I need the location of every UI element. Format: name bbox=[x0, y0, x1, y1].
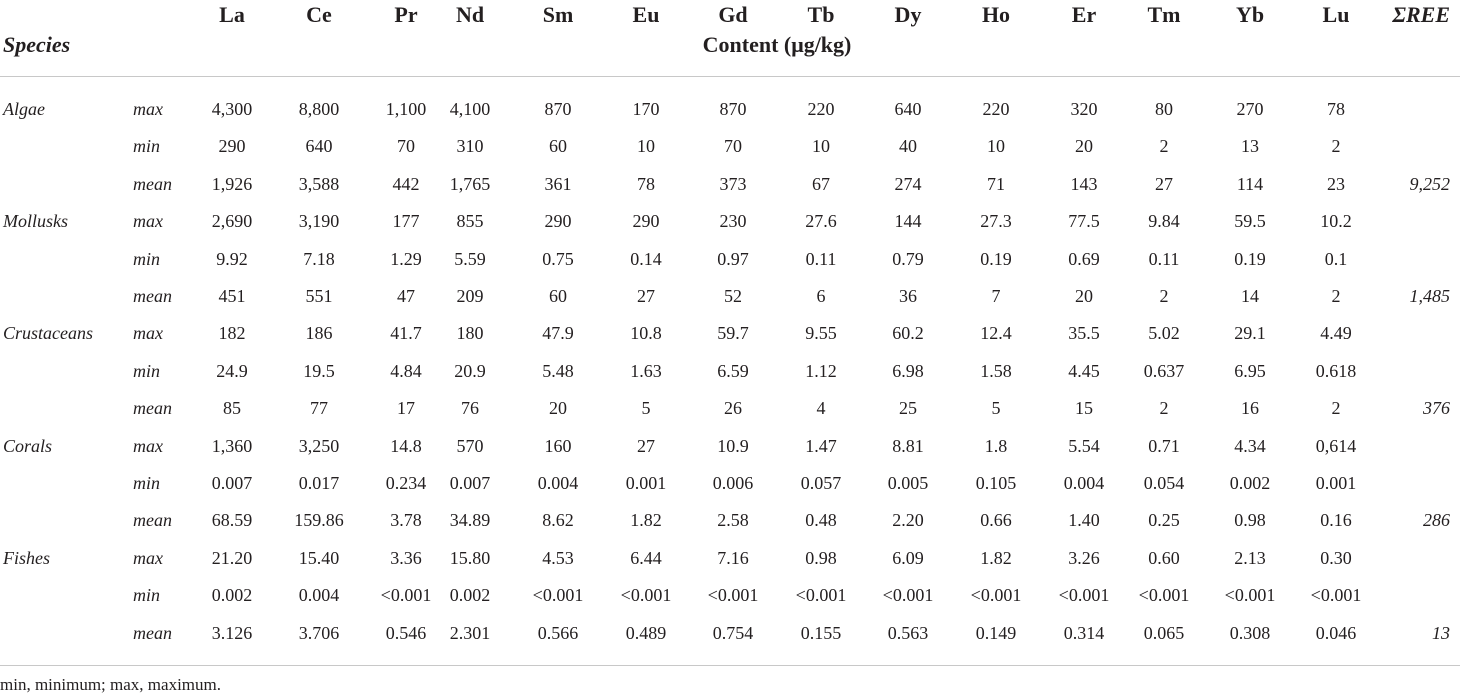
value-cell-yb: 270 bbox=[1236, 99, 1264, 119]
value-cell-eu: 78 bbox=[637, 173, 655, 194]
value-cell-nd: 310 bbox=[456, 136, 484, 157]
stat-label: min bbox=[133, 136, 160, 157]
species-label: Algae bbox=[3, 99, 45, 119]
value-cell-dy: 36 bbox=[899, 286, 917, 306]
value-cell-tm: 0.71 bbox=[1148, 435, 1180, 456]
value-cell-ho: 0.19 bbox=[980, 248, 1012, 269]
value-cell-ce: 3,250 bbox=[298, 435, 340, 456]
sum-ree-cell: 376 bbox=[1423, 398, 1450, 419]
value-cell-ce: 0.017 bbox=[298, 473, 340, 493]
value-cell-la: 21.20 bbox=[211, 547, 253, 568]
value-cell-la: 68.59 bbox=[211, 510, 253, 531]
value-cell-pr: 442 bbox=[392, 173, 420, 194]
value-cell-sm: 160 bbox=[544, 435, 572, 456]
value-cell-pr: 3.36 bbox=[390, 547, 422, 568]
value-cell-gd: 10.9 bbox=[717, 435, 749, 456]
sum-ree-cell: 13 bbox=[1432, 622, 1450, 643]
value-cell-sm: 0.566 bbox=[537, 622, 579, 643]
value-cell-pr: 0.234 bbox=[385, 473, 427, 493]
value-cell-ce: 3,190 bbox=[298, 211, 340, 232]
element-header-yb: Yb bbox=[1235, 2, 1265, 27]
value-cell-tb: 9.55 bbox=[805, 323, 837, 344]
value-cell-ce: 8,800 bbox=[298, 99, 340, 119]
value-cell-la: 9.92 bbox=[216, 248, 248, 269]
value-cell-tm: 0.25 bbox=[1148, 510, 1180, 531]
element-header-pr: Pr bbox=[394, 2, 418, 27]
value-cell-nd: 20.9 bbox=[454, 360, 486, 381]
value-cell-ce: 0.004 bbox=[298, 585, 340, 606]
value-cell-lu: 4.49 bbox=[1320, 323, 1352, 344]
value-cell-gd: 2.58 bbox=[717, 510, 749, 531]
value-cell-tb: 6 bbox=[816, 286, 826, 306]
value-cell-tm: 2 bbox=[1159, 136, 1169, 157]
value-cell-la: 2,690 bbox=[211, 211, 253, 232]
species-label: Corals bbox=[3, 435, 53, 456]
value-cell-pr: 1.29 bbox=[390, 248, 422, 269]
value-cell-sm: 4.53 bbox=[542, 547, 574, 568]
value-cell-sm: 60 bbox=[549, 136, 567, 157]
species-column-header: Species bbox=[3, 32, 71, 57]
value-cell-eu: 5 bbox=[641, 398, 651, 419]
stat-label: mean bbox=[133, 398, 172, 419]
stat-label: mean bbox=[133, 286, 172, 306]
value-cell-lu: 0.16 bbox=[1320, 510, 1352, 531]
value-cell-ho: 0.66 bbox=[980, 510, 1012, 531]
element-header-ho: Ho bbox=[981, 2, 1011, 27]
value-cell-yb: 0.002 bbox=[1229, 473, 1271, 493]
value-cell-pr: 70 bbox=[397, 136, 415, 157]
value-cell-ce: 640 bbox=[305, 136, 333, 157]
stat-label: min bbox=[133, 585, 160, 606]
value-cell-er: 20 bbox=[1075, 136, 1093, 157]
stat-label: mean bbox=[133, 510, 172, 531]
value-cell-ho: 220 bbox=[982, 99, 1010, 119]
value-cell-tb: 67 bbox=[812, 173, 830, 194]
value-cell-nd: 180 bbox=[456, 323, 484, 344]
value-cell-tm: 5.02 bbox=[1148, 323, 1180, 344]
value-cell-ho: 12.4 bbox=[980, 323, 1012, 344]
value-cell-dy: 6.09 bbox=[892, 547, 924, 568]
value-cell-yb: 13 bbox=[1241, 136, 1259, 157]
value-cell-dy: 0.563 bbox=[887, 622, 929, 643]
value-cell-ho: 1.8 bbox=[984, 435, 1008, 456]
value-cell-ce: 15.40 bbox=[298, 547, 340, 568]
value-cell-nd: 76 bbox=[461, 398, 479, 419]
value-cell-sm: 47.9 bbox=[542, 323, 574, 344]
value-cell-gd: 59.7 bbox=[717, 323, 749, 344]
value-cell-la: 85 bbox=[223, 398, 241, 419]
stat-label: mean bbox=[133, 622, 172, 643]
value-cell-dy: 8.81 bbox=[892, 435, 924, 456]
header-rule bbox=[0, 76, 1460, 77]
value-cell-gd: 870 bbox=[719, 99, 747, 119]
value-cell-pr: 47 bbox=[397, 286, 415, 306]
value-cell-la: 1,360 bbox=[211, 435, 253, 456]
value-cell-yb: 16 bbox=[1241, 398, 1259, 419]
value-cell-tb: 220 bbox=[807, 99, 835, 119]
stat-label: max bbox=[133, 547, 163, 568]
element-header-ce: Ce bbox=[306, 2, 332, 27]
value-cell-tb: 10 bbox=[812, 136, 830, 157]
value-cell-ce: 3.706 bbox=[298, 622, 340, 643]
value-cell-tb: <0.001 bbox=[795, 585, 847, 606]
value-cell-lu: 78 bbox=[1327, 99, 1345, 119]
value-cell-lu: <0.001 bbox=[1310, 585, 1362, 606]
value-cell-sm: <0.001 bbox=[532, 585, 584, 606]
value-cell-tb: 0.155 bbox=[800, 622, 842, 643]
stat-label: max bbox=[133, 435, 163, 456]
value-cell-lu: 2 bbox=[1331, 136, 1341, 157]
value-cell-gd: 373 bbox=[719, 173, 747, 194]
value-cell-tm: 0.065 bbox=[1143, 622, 1185, 643]
value-cell-eu: 0.14 bbox=[630, 248, 662, 269]
value-cell-er: 77.5 bbox=[1068, 211, 1100, 232]
value-cell-nd: 0.002 bbox=[449, 585, 491, 606]
value-cell-gd: 0.97 bbox=[717, 248, 749, 269]
value-cell-lu: 0.046 bbox=[1315, 622, 1357, 643]
value-cell-pr: 17 bbox=[397, 398, 415, 419]
sum-ree-cell: 286 bbox=[1423, 510, 1450, 531]
value-cell-er: 20 bbox=[1075, 286, 1093, 306]
value-cell-eu: 290 bbox=[632, 211, 660, 232]
value-cell-er: 3.26 bbox=[1068, 547, 1100, 568]
element-header-er: Er bbox=[1071, 2, 1097, 27]
element-header-tm: Tm bbox=[1147, 2, 1181, 27]
value-cell-tb: 1.47 bbox=[805, 435, 837, 456]
value-cell-lu: 0.618 bbox=[1315, 360, 1357, 381]
value-cell-er: 1.40 bbox=[1068, 510, 1100, 531]
value-cell-er: 0.314 bbox=[1063, 622, 1105, 643]
value-cell-eu: <0.001 bbox=[620, 585, 672, 606]
value-cell-yb: 2.13 bbox=[1234, 547, 1266, 568]
value-cell-pr: 0.546 bbox=[385, 622, 427, 643]
value-cell-sm: 60 bbox=[549, 286, 567, 306]
value-cell-gd: 26 bbox=[724, 398, 742, 419]
value-cell-er: 320 bbox=[1070, 99, 1098, 119]
value-cell-pr: 177 bbox=[392, 211, 420, 232]
value-cell-dy: 2.20 bbox=[892, 510, 924, 531]
content-unit-header: Content (μg/kg) bbox=[702, 32, 852, 57]
value-cell-yb: 0.19 bbox=[1234, 248, 1266, 269]
value-cell-nd: 570 bbox=[456, 435, 484, 456]
stat-label: min bbox=[133, 473, 160, 493]
value-cell-eu: 27 bbox=[637, 286, 655, 306]
value-cell-nd: 5.59 bbox=[454, 248, 486, 269]
value-cell-pr: 3.78 bbox=[390, 510, 422, 531]
value-cell-tm: 27 bbox=[1155, 173, 1173, 194]
value-cell-dy: 0.79 bbox=[892, 248, 924, 269]
value-cell-nd: 855 bbox=[456, 211, 484, 232]
sum-ree-column-header: ΣREE bbox=[1392, 2, 1450, 27]
value-cell-ce: 186 bbox=[305, 323, 333, 344]
sum-ree-cell: 9,252 bbox=[1409, 173, 1450, 194]
value-cell-tb: 0.11 bbox=[805, 248, 837, 269]
value-cell-ce: 7.18 bbox=[303, 248, 335, 269]
value-cell-la: 451 bbox=[218, 286, 246, 306]
stat-label: max bbox=[133, 323, 163, 344]
value-cell-la: 0.002 bbox=[211, 585, 253, 606]
value-cell-yb: 14 bbox=[1241, 286, 1259, 306]
value-cell-eu: 0.001 bbox=[625, 473, 667, 493]
value-cell-lu: 2 bbox=[1331, 398, 1341, 419]
value-cell-tm: 9.84 bbox=[1148, 211, 1180, 232]
value-cell-tm: 0.054 bbox=[1143, 473, 1185, 493]
value-cell-ce: 159.86 bbox=[294, 510, 344, 531]
value-cell-dy: 40 bbox=[899, 136, 917, 157]
value-cell-nd: 34.89 bbox=[449, 510, 491, 531]
value-cell-tm: 80 bbox=[1155, 99, 1173, 119]
value-cell-ho: 10 bbox=[987, 136, 1005, 157]
stat-label: min bbox=[133, 248, 160, 269]
value-cell-eu: 170 bbox=[632, 99, 660, 119]
value-cell-ho: <0.001 bbox=[970, 585, 1022, 606]
value-cell-lu: 0,614 bbox=[1315, 435, 1357, 456]
value-cell-tb: 0.48 bbox=[805, 510, 837, 531]
value-cell-la: 24.9 bbox=[216, 360, 248, 381]
value-cell-er: 35.5 bbox=[1068, 323, 1100, 344]
value-cell-pr: 4.84 bbox=[390, 360, 422, 381]
value-cell-gd: 0.006 bbox=[712, 473, 754, 493]
value-cell-pr: 1,100 bbox=[385, 99, 427, 119]
stat-label: max bbox=[133, 99, 163, 119]
value-cell-lu: 23 bbox=[1327, 173, 1345, 194]
value-cell-tm: 0.11 bbox=[1148, 248, 1180, 269]
value-cell-nd: 4,100 bbox=[449, 99, 491, 119]
value-cell-tm: 2 bbox=[1159, 398, 1169, 419]
value-cell-sm: 20 bbox=[549, 398, 567, 419]
value-cell-gd: 230 bbox=[719, 211, 747, 232]
value-cell-dy: 6.98 bbox=[892, 360, 924, 381]
value-cell-er: <0.001 bbox=[1058, 585, 1110, 606]
value-cell-eu: 27 bbox=[637, 435, 655, 456]
value-cell-ho: 1.82 bbox=[980, 547, 1012, 568]
value-cell-tb: 4 bbox=[816, 398, 826, 419]
sum-ree-cell: 1,485 bbox=[1409, 286, 1450, 306]
value-cell-sm: 5.48 bbox=[542, 360, 574, 381]
value-cell-pr: 14.8 bbox=[390, 435, 422, 456]
value-cell-ce: 77 bbox=[310, 398, 328, 419]
value-cell-dy: 0.005 bbox=[887, 473, 929, 493]
value-cell-er: 143 bbox=[1070, 173, 1098, 194]
element-header-eu: Eu bbox=[632, 2, 660, 27]
value-cell-tm: 2 bbox=[1159, 286, 1169, 306]
value-cell-tm: 0.637 bbox=[1143, 360, 1185, 381]
species-label: Fishes bbox=[3, 547, 50, 568]
value-cell-nd: 2.301 bbox=[449, 622, 491, 643]
value-cell-yb: 0.98 bbox=[1234, 510, 1266, 531]
species-label: Mollusks bbox=[3, 211, 68, 232]
value-cell-ho: 1.58 bbox=[980, 360, 1012, 381]
table-footnote: min, minimum; max, maximum. bbox=[0, 675, 221, 694]
element-header-la: La bbox=[219, 2, 245, 27]
stat-label: mean bbox=[133, 173, 172, 194]
value-cell-tm: <0.001 bbox=[1138, 585, 1190, 606]
value-cell-ho: 0.149 bbox=[975, 622, 1017, 643]
bottom-rule bbox=[0, 665, 1460, 666]
element-header-nd: Nd bbox=[455, 2, 485, 27]
value-cell-eu: 6.44 bbox=[630, 547, 662, 568]
value-cell-lu: 0.1 bbox=[1324, 248, 1348, 269]
value-cell-eu: 10.8 bbox=[630, 323, 662, 344]
element-header-sm: Sm bbox=[542, 2, 574, 27]
value-cell-sm: 0.004 bbox=[537, 473, 579, 493]
value-cell-pr: 41.7 bbox=[390, 323, 422, 344]
value-cell-dy: 640 bbox=[894, 99, 922, 119]
value-cell-tb: 0.057 bbox=[800, 473, 842, 493]
value-cell-lu: 0.30 bbox=[1320, 547, 1352, 568]
value-cell-ho: 71 bbox=[987, 173, 1005, 194]
value-cell-la: 290 bbox=[218, 136, 246, 157]
value-cell-sm: 870 bbox=[544, 99, 572, 119]
value-cell-gd: 52 bbox=[724, 286, 742, 306]
value-cell-pr: <0.001 bbox=[380, 585, 432, 606]
value-cell-sm: 0.75 bbox=[542, 248, 574, 269]
element-header-lu: Lu bbox=[1322, 2, 1350, 27]
value-cell-ce: 3,588 bbox=[298, 173, 340, 194]
value-cell-nd: 209 bbox=[456, 286, 484, 306]
value-cell-lu: 10.2 bbox=[1320, 211, 1352, 232]
value-cell-gd: 7.16 bbox=[717, 547, 749, 568]
value-cell-yb: <0.001 bbox=[1224, 585, 1276, 606]
value-cell-tb: 1.12 bbox=[805, 360, 837, 381]
value-cell-yb: 6.95 bbox=[1234, 360, 1266, 381]
value-cell-sm: 8.62 bbox=[542, 510, 574, 531]
value-cell-ce: 551 bbox=[305, 286, 333, 306]
value-cell-dy: 144 bbox=[894, 211, 922, 232]
value-cell-yb: 114 bbox=[1236, 173, 1264, 194]
value-cell-ho: 7 bbox=[991, 286, 1001, 306]
value-cell-ce: 19.5 bbox=[303, 360, 335, 381]
value-cell-dy: 60.2 bbox=[892, 323, 924, 344]
value-cell-eu: 1.63 bbox=[630, 360, 662, 381]
value-cell-ho: 27.3 bbox=[980, 211, 1012, 232]
value-cell-sm: 361 bbox=[544, 173, 572, 194]
value-cell-nd: 0.007 bbox=[449, 473, 491, 493]
value-cell-yb: 59.5 bbox=[1234, 211, 1266, 232]
value-cell-dy: 274 bbox=[894, 173, 922, 194]
value-cell-la: 182 bbox=[218, 323, 246, 344]
value-cell-gd: 70 bbox=[724, 136, 742, 157]
value-cell-yb: 4.34 bbox=[1234, 435, 1266, 456]
value-cell-yb: 0.308 bbox=[1229, 622, 1271, 643]
element-header-gd: Gd bbox=[718, 2, 748, 27]
value-cell-yb: 29.1 bbox=[1234, 323, 1266, 344]
value-cell-gd: 6.59 bbox=[717, 360, 749, 381]
species-label: Crustaceans bbox=[3, 323, 93, 344]
value-cell-eu: 1.82 bbox=[630, 510, 662, 531]
value-cell-tb: 0.98 bbox=[805, 547, 837, 568]
value-cell-ho: 0.105 bbox=[975, 473, 1017, 493]
element-header-dy: Dy bbox=[894, 2, 922, 27]
value-cell-er: 5.54 bbox=[1068, 435, 1100, 456]
value-cell-la: 0.007 bbox=[211, 473, 253, 493]
value-cell-tb: 27.6 bbox=[805, 211, 837, 232]
value-cell-tm: 0.60 bbox=[1148, 547, 1180, 568]
value-cell-eu: 10 bbox=[637, 136, 655, 157]
value-cell-nd: 15.80 bbox=[449, 547, 491, 568]
value-cell-lu: 0.001 bbox=[1315, 473, 1357, 493]
value-cell-er: 4.45 bbox=[1068, 360, 1100, 381]
element-header-tb: Tb bbox=[807, 2, 835, 27]
stat-label: min bbox=[133, 360, 160, 381]
value-cell-sm: 290 bbox=[544, 211, 572, 232]
value-cell-er: 15 bbox=[1075, 398, 1093, 419]
stat-label: max bbox=[133, 211, 163, 232]
value-cell-eu: 0.489 bbox=[625, 622, 667, 643]
value-cell-la: 1,926 bbox=[211, 173, 253, 194]
value-cell-la: 4,300 bbox=[211, 99, 253, 119]
value-cell-ho: 5 bbox=[991, 398, 1001, 419]
value-cell-lu: 2 bbox=[1331, 286, 1341, 306]
value-cell-nd: 1,765 bbox=[449, 173, 491, 194]
value-cell-er: 0.69 bbox=[1068, 248, 1100, 269]
value-cell-la: 3.126 bbox=[211, 622, 253, 643]
value-cell-dy: 25 bbox=[899, 398, 917, 419]
value-cell-gd: 0.754 bbox=[712, 622, 754, 643]
value-cell-er: 0.004 bbox=[1063, 473, 1105, 493]
value-cell-gd: <0.001 bbox=[707, 585, 759, 606]
value-cell-dy: <0.001 bbox=[882, 585, 934, 606]
